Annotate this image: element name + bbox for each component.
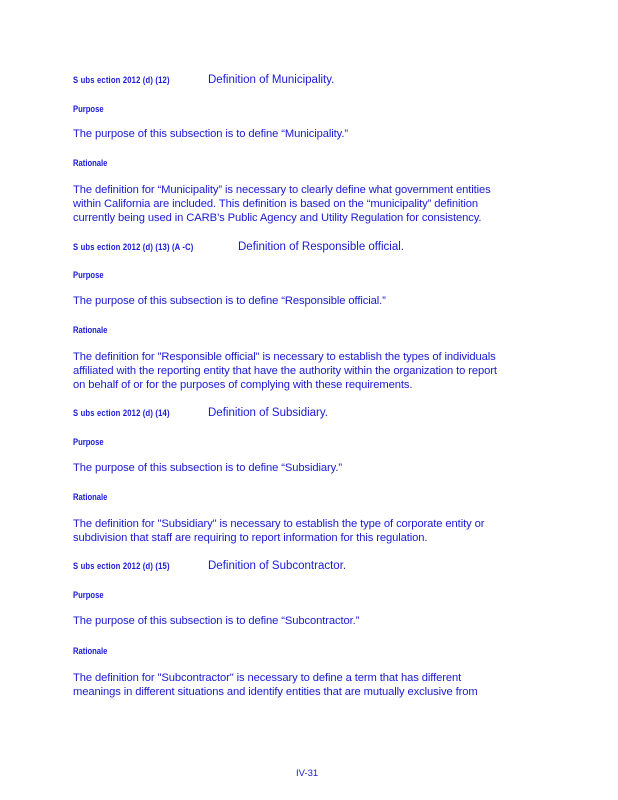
purpose-label: Purpose — [73, 270, 104, 280]
rationale-text: The definition for “Municipality” is necessary to clearly define what government entities within California are included. This definition is based on the “municipality” definition currently being used in CARB’s Public Agency and Utility Regulation for consistency. — [73, 184, 491, 225]
section-number: S ubs ection 2012 (d) (15) — [73, 561, 170, 571]
purpose-label: Purpose — [73, 590, 104, 600]
section-title: Definition of Responsible official. — [238, 241, 404, 253]
rationale-label: Rationale — [73, 646, 108, 656]
section-title: Definition of Subsidiary. — [208, 407, 328, 419]
rationale-text: The definition for "Subcontractor" is necessary to define a term that has different meanings in different situations and identify entities that are mutually exclusive from — [73, 672, 478, 699]
section-title: Definition of Subcontractor. — [208, 560, 347, 572]
rationale-text: The definition for "Subsidiary" is necessary to establish the type of corporate entity or subdivision that staff are requiring to report information for this regulation. — [73, 518, 485, 545]
rationale-text: The definition for "Responsible official" is necessary to establish the types of individuals affiliated with the reporting entity that have the authority within the organization to report on behalf of or for the purposes of complying with these requirements. — [73, 351, 497, 392]
purpose-text: The purpose of this subsection is to define “Subcontractor.” — [73, 615, 360, 627]
purpose-text: The purpose of this subsection is to define “Municipality.” — [73, 128, 348, 140]
section-number: S ubs ection 2012 (d) (14) — [73, 408, 170, 418]
purpose-text: The purpose of this subsection is to define “Subsidiary.” — [73, 462, 342, 474]
section-heading — [73, 559, 347, 573]
purpose-label: Purpose — [73, 104, 104, 114]
section-number: S ubs ection 2012 (d) (13) (A -C) — [73, 242, 194, 252]
section-title: Definition of Municipality. — [208, 74, 335, 86]
rationale-label: Rationale — [73, 158, 108, 168]
rationale-label: Rationale — [73, 492, 108, 502]
rationale-label: Rationale — [73, 325, 108, 335]
section-heading — [73, 240, 404, 254]
section-number: S ubs ection 2012 (d) (12) — [73, 75, 170, 85]
page-number: IV-31 — [296, 768, 319, 779]
purpose-label: Purpose — [73, 437, 104, 447]
section-heading — [73, 73, 335, 87]
purpose-text: The purpose of this subsection is to define “Responsible official.” — [73, 295, 386, 307]
section-heading — [73, 406, 328, 420]
